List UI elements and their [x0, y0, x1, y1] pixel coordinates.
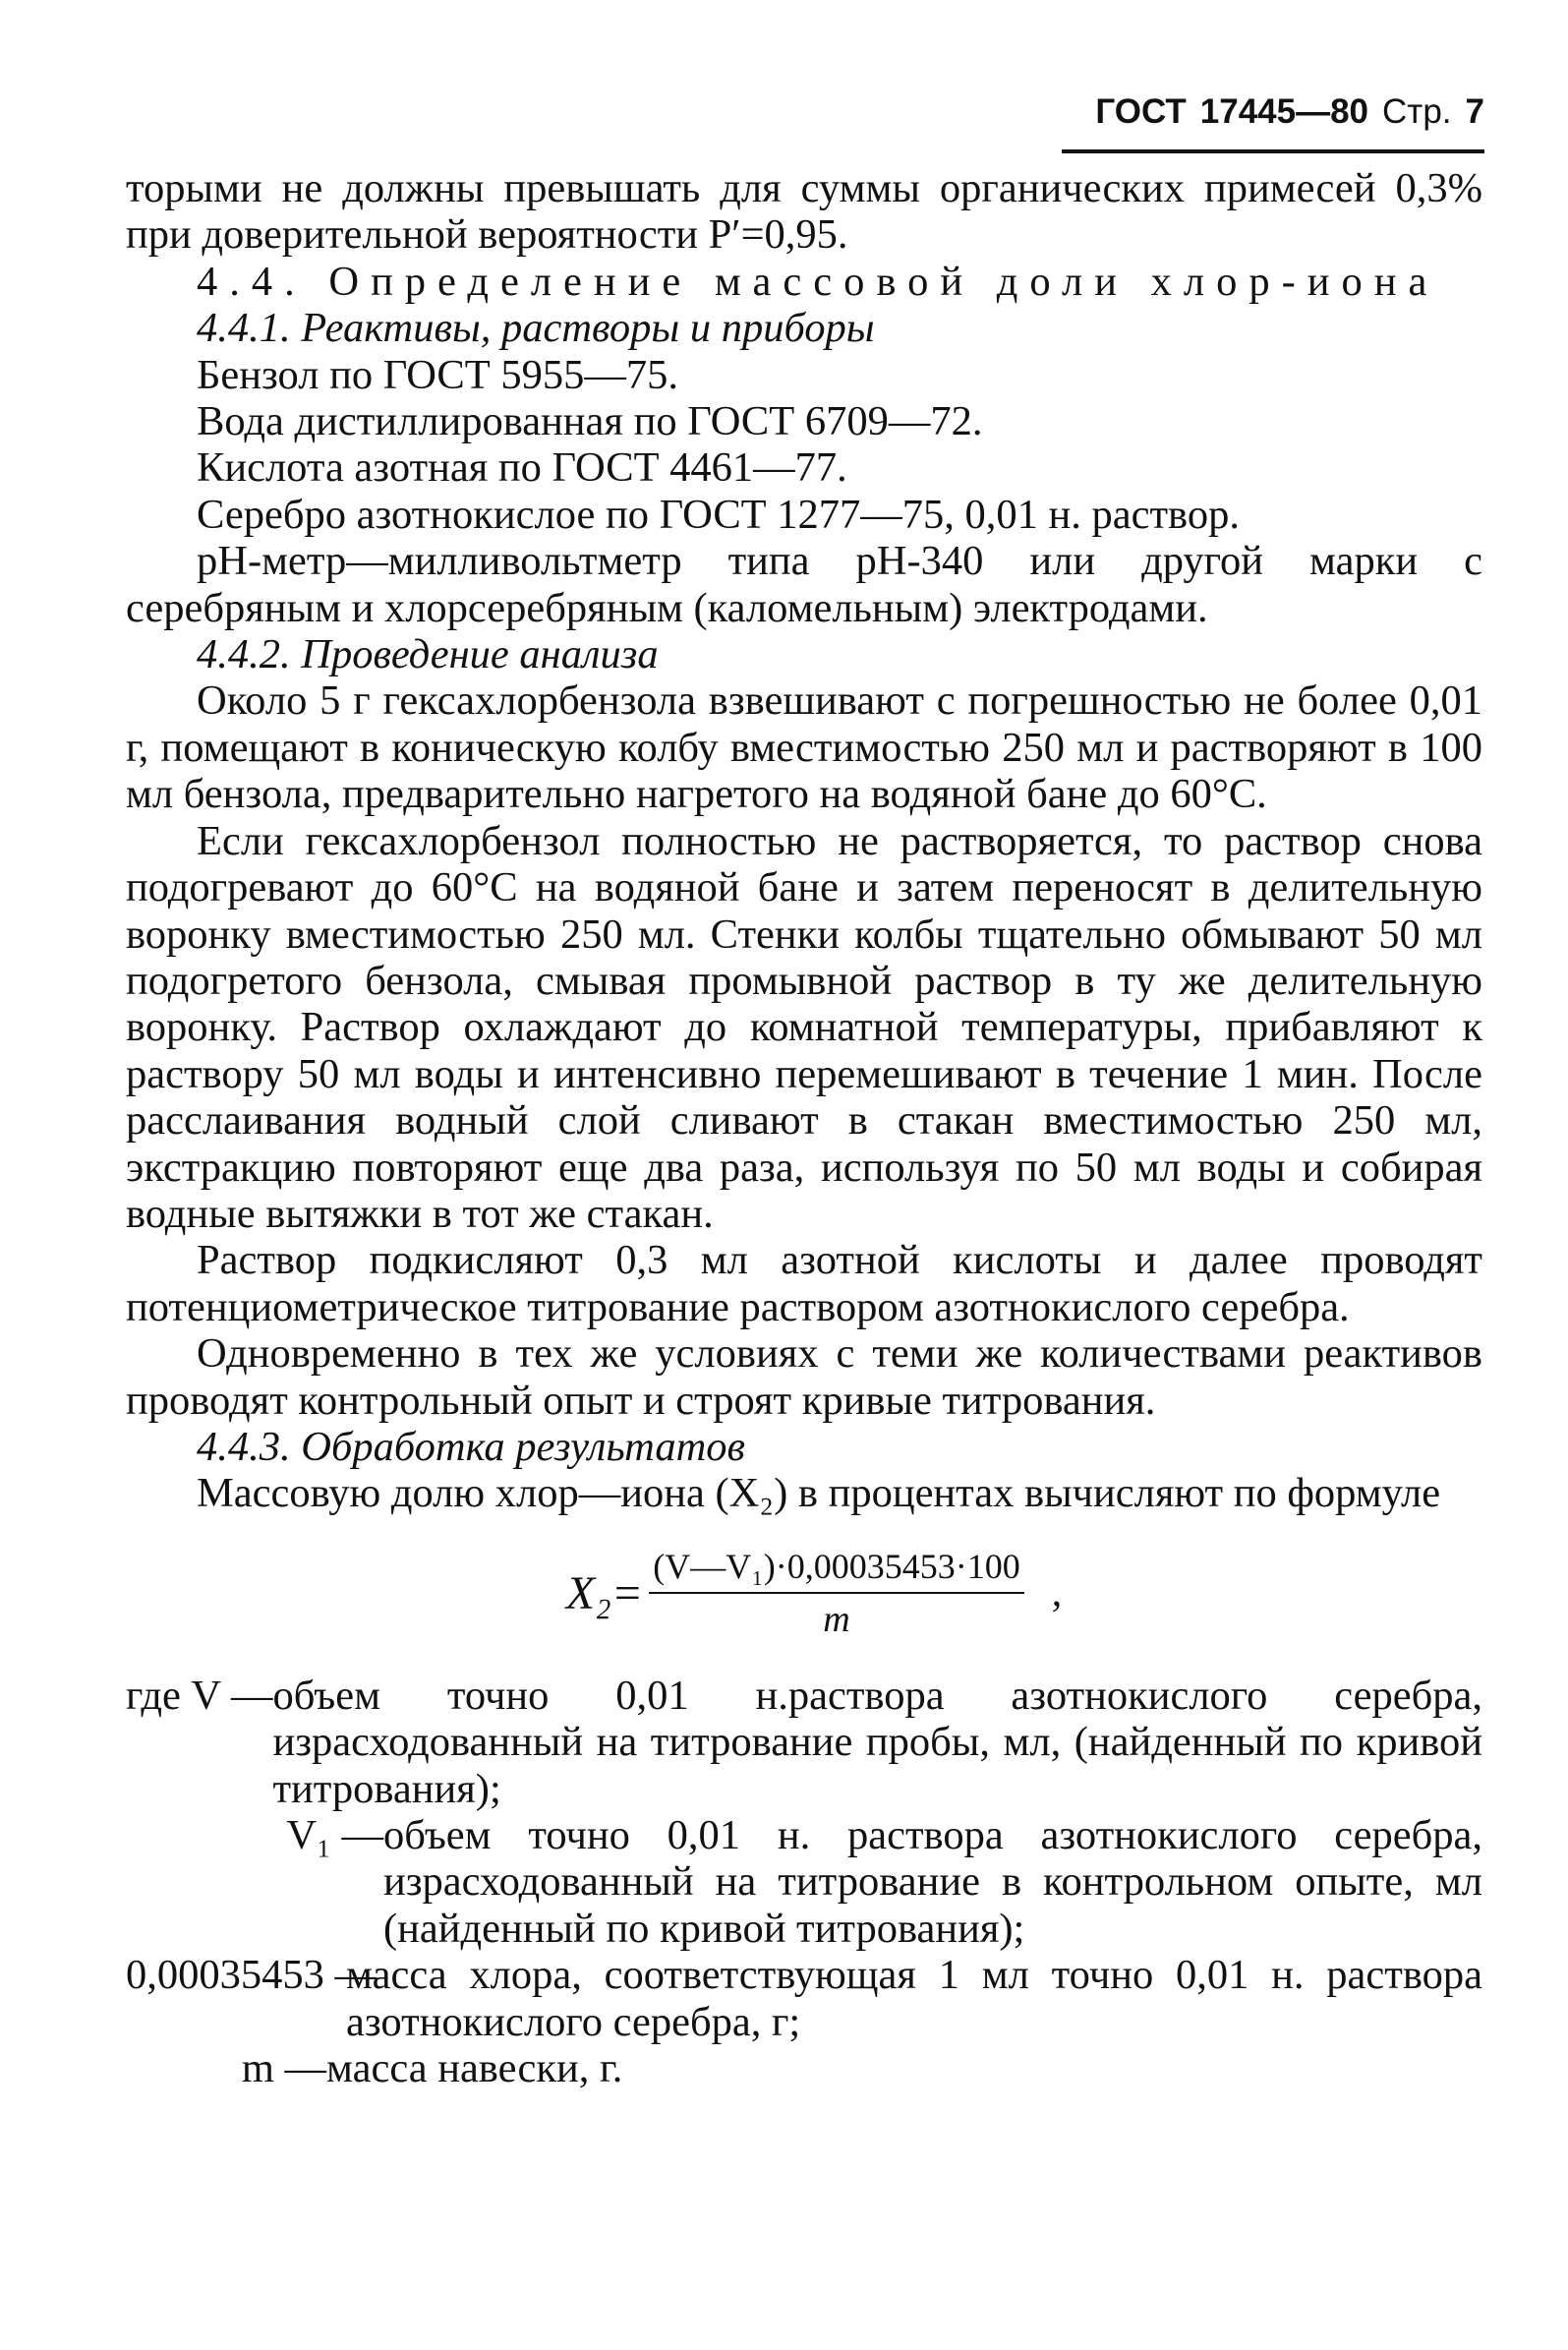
- formula-numerator: (V—V₁)·0,00035453·100: [649, 1547, 1024, 1594]
- header-gost: ГОСТ: [1095, 92, 1187, 131]
- header-page-number: 7: [1465, 92, 1484, 131]
- section-heading-4-4: 4.4. Определение массовой доли хлор-иона: [197, 258, 1439, 305]
- definition-item: [126, 2045, 1482, 2091]
- definition-term: m —: [241, 2045, 326, 2092]
- paragraph-continuation: торыми не должны превышать для суммы органических примесей 0,3% при доверительной вероятности P′=0,95.: [126, 165, 1482, 259]
- analysis-paragraph: Если гексахлорбензол полностью не растворяется, то раствор снова подогревают до 60°С на водяной бане и затем переносят в делительную воронку вместимостью 250 мл. Стенки колбы тщательно обмывают 50 мл подогретого бензола, смывая промывной раствор в ту же делительную воронку. Раствор охлаждают до комнатной температуры, прибавляют к раствору 50 мл воды и интенсивно перемешивают в течение 1 мин. После расслаивания водный слой сливают в стакан вместимостью 250 мл, экстракцию повторяют еще два раза, используя по 50 мл воды и собирая водные вытяжки в тот же стакан.: [126, 817, 1482, 1237]
- definition-term: где V —: [126, 1672, 273, 1719]
- analysis-paragraph: Раствор подкисляют 0,3 мл азотной кислоты и далее проводят потенциометрическое титрование раствором азотнокислого серебра.: [126, 1237, 1482, 1330]
- definition-text: масса навески, г.: [326, 2045, 623, 2092]
- reagent-item: Вода дистиллированная по ГОСТ 6709—72.: [197, 398, 983, 445]
- formula: [136, 1547, 1492, 1641]
- definition-item: [126, 1812, 1482, 1952]
- formula-denominator: m: [823, 1598, 850, 1640]
- analysis-paragraph: Одновременно в тех же условиях с теми же количествами реактивов проводят контрольный опыт и строят кривые титрования.: [126, 1330, 1482, 1424]
- definition-text: объем точно 0,01 н.раствора азотнокислого серебра, израсходованный на титрование пробы, мл, (найденный по кривой титрования);: [272, 1672, 1482, 1812]
- analysis-paragraph: Около 5 г гексахлорбензола взвешивают с погрешностью не более 0,01 г, помещают в коническую колбу вместимостью 250 мл и растворяют в 100 мл бензола, предварительно нагретого на водяной бане до 60°С.: [126, 677, 1482, 818]
- definition-text: масса хлора, соответствующая 1 мл точно 0,01 н. раствора азотнокислого серебра, г;: [346, 1952, 1482, 2045]
- formula-comma: ,: [1051, 1570, 1063, 1616]
- header-standard-number: 17445—80: [1199, 92, 1369, 131]
- subsection-heading-4-4-3: 4.4.3. Обработка результатов: [197, 1423, 745, 1470]
- reagent-item: pH-метр—милливольтметр типа pH-340 или другой марки с серебряным и хлорсеребряным (каломельным) электродами.: [126, 538, 1482, 631]
- definition-term: V₁ —: [286, 1812, 383, 1858]
- subsection-heading-4-4-2: 4.4.2. Проведение анализа: [197, 631, 659, 678]
- reagent-item: Бензол по ГОСТ 5955—75.: [197, 351, 678, 398]
- formula-fraction: [649, 1547, 1024, 1641]
- page-header: [1062, 87, 1484, 153]
- header-page-label: Стр.: [1382, 92, 1452, 131]
- calculation-intro: Массовую долю хлор—иона (X₂) в процентах вычисляют по формуле: [197, 1470, 1441, 1517]
- document-body: [126, 165, 1482, 2091]
- subsection-heading-4-4-1: 4.4.1. Реактивы, растворы и приборы: [197, 305, 875, 352]
- formula-lhs: X₂=: [565, 1567, 644, 1620]
- reagent-item: Кислота азотная по ГОСТ 4461—77.: [197, 444, 847, 492]
- reagent-item: Серебро азотнокислое по ГОСТ 1277—75, 0,01 н. раствор.: [197, 491, 1240, 538]
- definition-item: [126, 1673, 1482, 1812]
- definition-term: 0,00035453 —: [126, 1952, 377, 1999]
- definition-text: объем точно 0,01 н. раствора азотнокислого серебра, израсходованный на титрование в контрольном опыте, мл (найденный по кривой титрования);: [383, 1812, 1482, 1952]
- definition-item: [126, 1952, 1482, 2045]
